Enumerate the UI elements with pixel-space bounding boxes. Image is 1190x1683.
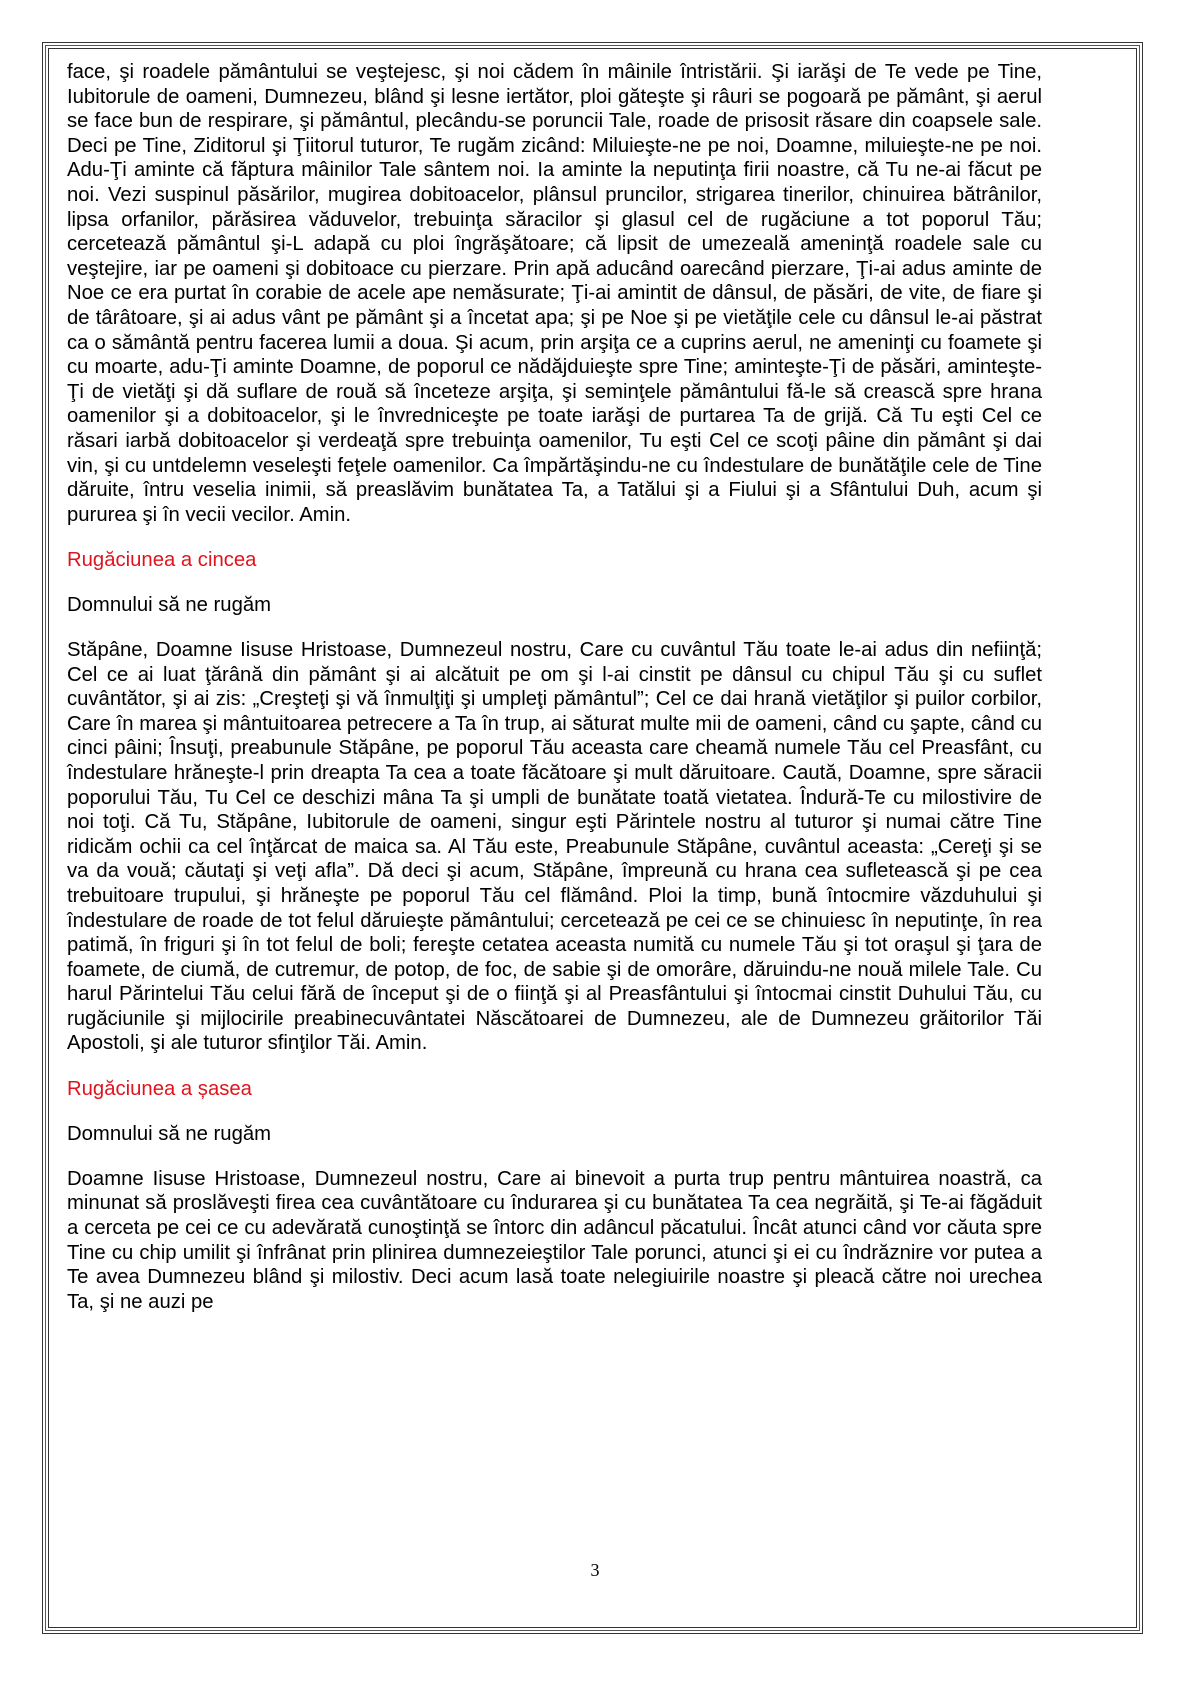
document-body bbox=[67, 60, 1042, 1314]
body-fifth-prayer: Stăpâne, Doamne Iisuse Hristoase, Dumnezeul nostru, Care cu cuvântul Tău toate le-ai adus din nefiinţă; Cel ce ai luat ţărână din pământ şi ai alcătuit pe om şi l-ai cinstit pe dânsul cu chipul Tău şi cu suflet cuvântător, şi ai zis: „Creşteţi şi vă înmulţiţi şi umpleţi pământul”; Cel ce dai hrană vietăţilor şi puilor corbilor, Care în marea şi mântuitoarea petrecere a Ta în trup, ai săturat multe mii de oameni, când cu şapte, când cu cinci pâini; Însuţi, preabunule Stăpâne, pe poporul Tău aceasta care cheamă numele Tău cel Preasfânt, cu îndestulare hrăneşte-l prin dreapta Ta cea a toate făcătoare şi mult dăruitoare. Caută, Doamne, spre săracii poporului Tău, Tu Cel ce deschizi mâna Ta şi umpli de bunătate toată vietatea. Îndură-Te cu milostivire de noi toţi. Că Tu, Stăpâne, Iubitorule de oameni, singur eşti Părintele nostru al tuturor şi numai către Tine ridicăm ochii ca cel înţărcat de maica sa. Al Tău este, Preabunule Stăpâne, cuvântul aceasta: „Cereţi şi se va da vouă; căutaţi şi veţi afla”. Dă deci şi acum, Stăpâne, împreună cu hrana cea sufletească şi pe cea trebuitoare trupului, şi hrăneşte pe poporul Tău cel flămând. Ploi la timp, bună întocmire văzduhului şi îndestulare de roade de tot felul dăruieşte pământului; cercetează pe cei ce se chinuiesc în neputinţe, în rea patimă, în friguri şi în tot felul de boli; fereşte cetatea aceasta numită cu numele Tău şi tot oraşul şi ţara de foamete, de ciumă, de cutremur, de potop, de foc, de sabie şi de omorâre, dăruindu-ne nouă milele Tale. Cu harul Părintelui Tău celui fără de început şi de o fiinţă şi al Preasfântului şi întocmai cinstit Duhului Tău, cu rugăciunile şi mijlocirile preabinecuvântatei Născătoarei de Dumnezeu, ale de Dumnezeu grăitorilor Tăi Apostoli, şi ale tuturor sfinţilor Tăi. Amin. bbox=[67, 638, 1042, 1055]
page-number: 3 bbox=[590, 1560, 600, 1580]
continued-paragraph: face, şi roadele pământului se veştejesc, şi noi cădem în mâinile întristării. Şi iarăşi de Te vede pe Tine, Iubitorule de oameni, Dumnezeu, blând şi lesne iertător, ploi găteşte şi râuri se pogoară pe pământ, şi aerul se face bun de respirare, şi pământul, plecându-se poruncii Tale, roade de prisosit răsare din coapsele sale. Deci pe Tine, Ziditorul şi Ţiitorul tuturor, Te rugăm zicând: Miluieşte-ne pe noi, Doamne, miluieşte-ne pe noi. Adu-Ţi aminte că făptura mâinilor Tale sântem noi. Ia aminte la neputinţa firii noastre, că Tu ne-ai făcut pe noi. Vezi suspinul păsărilor, mugirea dobitoacelor, plânsul pruncilor, strigarea tinerilor, chinuirea bătrânilor, lipsa orfanilor, părăsirea văduvelor, trebuinţa săracilor şi glasul cel de rugăciune a tot poporul Tău; cercetează pământul şi-L adapă cu ploi îngrăşătoare; că lipsit de umezeală ameninţă roadele sale cu veştejire, iar pe oameni şi dobitoace cu pierzare. Prin apă aducând oarecând pierzare, Ţi-ai adus aminte de Noe ce era purtat în corabie de acele ape nemăsurate; Ţi-ai amintit de dânsul, de păsări, de vite, de fiare şi de târâtoare, şi ai adus vânt pe pământ şi a încetat apa; şi pe Noe şi pe vietăţile cele cu dânsul le-ai păstrat ca o sământă pentru facerea lumii a doua. Şi acum, prin arşiţa ce a cuprins aerul, ne ameninţi cu foamete şi cu moarte, adu-Ţi aminte Doamne, de poporul ce nădăjduieşte spre Tine; aminteşte-Ţi de păsări, aminteşte-Ţi de vietăţi şi dă suflare de rouă să înceteze arşiţa, şi seminţele pământului fă-le să crească spre hrana oamenilor şi a dobitoacelor, şi le învredniceşte pe toate iarăşi de purtarea Ta de grijă. Că Tu eşti Cel ce răsari iarbă dobitoacelor şi verdeaţă spre trebuinţa oamenilor, Tu eşti Cel ce scoţi pâine din pământ şi dai vin, şi cu untdelemn veseleşti feţele oamenilor. Ca împărtăşindu-ne cu îndestulare de bunătăţile cele de Tine dăruite, întru veselia inimii, să preaslăvim bunătatea Ta, a Tatălui şi a Fiului şi a Sfântului Duh, acum şi pururea şi în vecii vecilor. Amin. bbox=[67, 61, 1042, 526]
section-heading-fifth-prayer: Rugăciunea a cincea bbox=[67, 548, 257, 571]
invocation-fifth-prayer: Domnului să ne rugăm bbox=[67, 593, 272, 616]
body-sixth-prayer: Doamne Iisuse Hristoase, Dumnezeul nostru, Care ai binevoit a purta trup pentru mântuirea noastră, ca minunat să proslăveşti firea cea cuvântătoare cu îndurarea şi cu bunătatea Ta cea negrăită, şi Te-ai făgăduit a cerceta pe cei ce cu adevărată cunoştinţă se întorc din adâncul păcatului. Încât atunci când vor căuta spre Tine cu chip umilit şi înfrânat prin plinirea dumnezeieştilor Tale porunci, atunci şi ei cu îndrăznire vor putea a Te avea Dumnezeu blând şi milostiv. Deci acum lasă toate nelegiuirile noastre şi pleacă către noi urechea Ta, şi ne auzi pe bbox=[67, 1167, 1042, 1313]
section-heading-sixth-prayer: Rugăciunea a șasea bbox=[67, 1077, 252, 1100]
invocation-sixth-prayer: Domnului să ne rugăm bbox=[67, 1122, 272, 1145]
